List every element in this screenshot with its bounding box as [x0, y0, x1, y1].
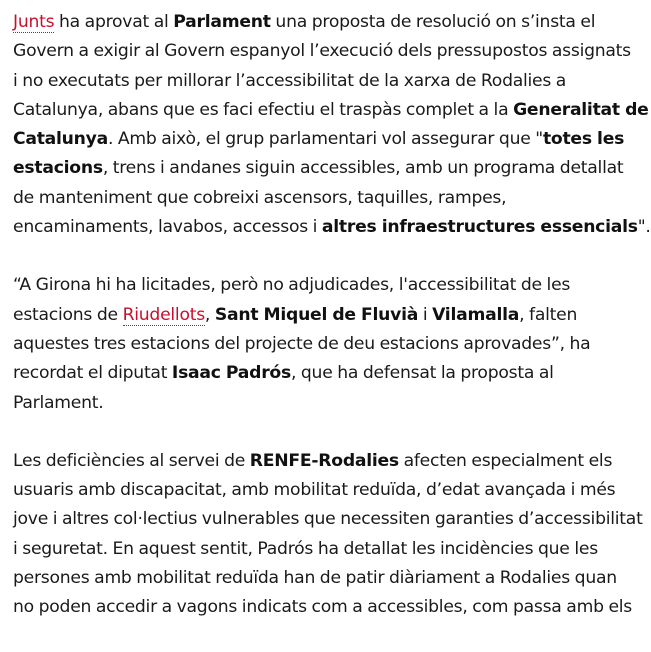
text: jove i altres col·lectius vulnerables que necessiten garanties d’accessibilitat [13, 509, 643, 530]
bold-text: Catalunya [13, 129, 108, 150]
bold-text: Sant Miquel de Fluvià [214, 304, 419, 325]
text-line [13, 330, 607, 359]
bold-text: Vilamalla [432, 304, 520, 325]
text: estacions de [13, 304, 123, 325]
bold-text: Parlament [173, 12, 271, 32]
text: aquestes tres estacions del projecte de deu estacions aprovades”, ha [13, 333, 591, 354]
article-paragraph [13, 447, 643, 623]
text: una proposta de resolució on s’insta el [270, 12, 596, 32]
text-line [13, 8, 607, 37]
text-line [13, 37, 631, 66]
text: ha aprovat al [54, 12, 174, 32]
text-line [13, 154, 624, 183]
text: encaminaments, lavabos, accessos i [13, 217, 322, 238]
text-line [13, 476, 616, 505]
bold-text: Generalitat de [513, 99, 649, 120]
text: Les deficiències al servei de [13, 450, 250, 471]
text: de manteniment que cobreixi ascensors, taquilles, rampes, [13, 187, 507, 208]
text-line [13, 505, 643, 534]
text-line [13, 184, 607, 213]
text: , trens i andanes siguin accessibles, amb un programa detallat [102, 158, 624, 179]
article-paragraph [13, 271, 607, 417]
text-line [13, 301, 607, 330]
text: persones amb mobilitat reduïda han de patir diàriament a Rodalies quan [13, 568, 617, 589]
text: ". [637, 217, 651, 238]
topic-tag-link[interactable]: Junts [13, 12, 55, 32]
text: , falten [519, 304, 578, 325]
bold-text: RENFE-Rodalies [249, 450, 399, 471]
text: recordat el diputat [13, 363, 172, 384]
text-line [13, 125, 625, 154]
text-line [13, 359, 607, 388]
text-line [13, 213, 651, 242]
text: i [418, 304, 433, 325]
text-line [13, 389, 607, 418]
text-line [13, 447, 613, 476]
article-paragraph [13, 8, 651, 242]
text-line [13, 271, 607, 300]
article-body [13, 8, 651, 652]
bold-text: totes les [542, 129, 625, 150]
text: Catalunya, abans que es faci efectiu el traspàs complet a la [13, 99, 514, 120]
text: i seguretat. En aquest sentit, Padrós ha detallat les incidències que les [13, 538, 598, 559]
text: Parlament. [13, 392, 104, 413]
topic-tag-link[interactable]: Riudellots [122, 304, 205, 325]
text-line [13, 535, 607, 564]
text: Govern a exigir al Govern espanyol l’execució dels pressupostos assignats [13, 41, 631, 62]
text: , que ha defensat la proposta al [290, 363, 554, 384]
text-line [13, 67, 607, 96]
text: no poden accedir a vagons indicats com a accessibles, com passa amb els [13, 597, 633, 618]
text: afecten especialment els [398, 450, 613, 471]
text: i no executats per millorar l’accessibilitat de la xarxa de Rodalies a [13, 70, 567, 91]
text: usuaris amb discapacitat, amb mobilitat reduïda, d’edat avançada i més [13, 480, 616, 501]
text: , [204, 304, 215, 325]
text-line [13, 96, 649, 125]
bold-text: Isaac Padrós [171, 363, 291, 384]
bold-text: estacions [13, 158, 103, 179]
text: “A Girona hi ha licitades, però no adjudicades, l'accessibilitat de les [13, 275, 571, 296]
bold-text: altres infraestructures essencials [321, 217, 638, 238]
text-line [13, 593, 633, 622]
text-line [13, 564, 617, 593]
text: . Amb això, el grup parlamentari vol assegurar que " [107, 129, 543, 150]
